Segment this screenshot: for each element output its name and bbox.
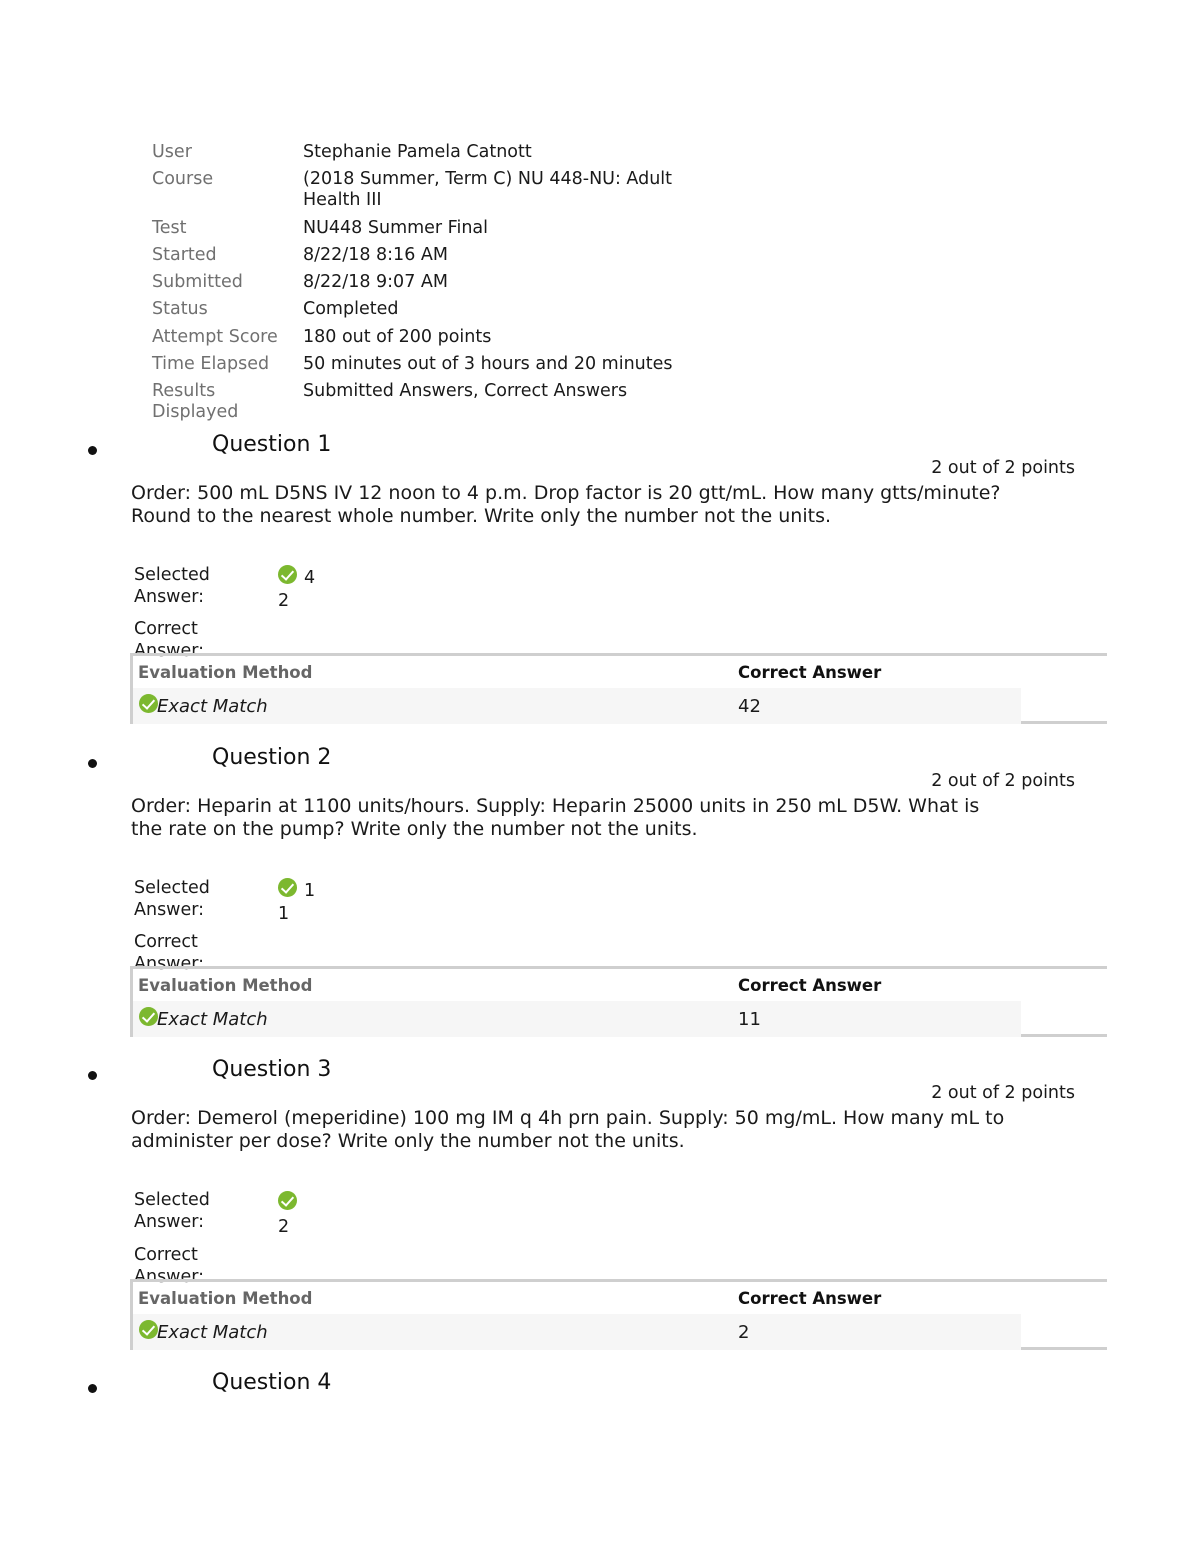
question-points: 2 out of 2 points (931, 771, 1075, 791)
evaluation-method-cell: Exact Match (157, 696, 268, 717)
question-block (0, 1370, 1200, 1430)
evaluation-method-header: Evaluation Method (138, 663, 313, 682)
attempt-value: Completed (303, 299, 399, 320)
attempt-label: Submitted (152, 272, 243, 293)
attempt-row-time-elapsed (152, 354, 712, 375)
correct-answer-header: Correct Answer (738, 1289, 882, 1308)
question-title: Question 3 (212, 1057, 332, 1082)
table-row (133, 688, 1021, 724)
attempt-label: Time Elapsed (152, 354, 270, 375)
correct-answer-label: Correct Answer: (134, 932, 205, 974)
attempt-row-results-displayed (152, 381, 712, 423)
evaluation-method-header: Evaluation Method (138, 976, 313, 995)
bullet (88, 446, 97, 455)
selected-answer-value: 1 (304, 881, 316, 901)
correct-answer-value: 1 (278, 904, 290, 924)
correct-answer-header: Correct Answer (738, 976, 882, 995)
question-text: Order: Heparin at 1100 units/hours. Supply: Heparin 25000 units in 250 mL D5W. What is the rate on the pump? Write only the number not the units. (131, 795, 980, 840)
attempt-label: Test (152, 217, 187, 238)
check-icon (139, 1320, 158, 1339)
attempt-row-user (152, 142, 712, 163)
correct-answer-cell: 42 (738, 696, 761, 717)
bullet (88, 759, 97, 768)
attempt-label: Status (152, 299, 208, 320)
attempt-label: Course (152, 169, 214, 190)
attempt-value: Submitted Answers, Correct Answers (303, 381, 628, 402)
attempt-label: Results Displayed (152, 381, 239, 423)
check-icon (139, 1007, 158, 1026)
attempt-value: (2018 Summer, Term C) NU 448-NU: Adult Health III (303, 169, 673, 211)
attempt-row-course (152, 169, 712, 211)
check-icon (278, 1191, 297, 1210)
attempt-value: Stephanie Pamela Catnott (303, 142, 532, 162)
attempt-value: 8/22/18 8:16 AM (303, 244, 448, 265)
selected-answer-value: 4 (304, 568, 316, 588)
question-points: 2 out of 2 points (931, 458, 1075, 478)
attempt-value: 180 out of 200 points (303, 326, 492, 347)
question-block (0, 745, 1200, 1057)
correct-answer-cell: 11 (738, 1009, 761, 1030)
attempt-label: Started (152, 244, 217, 265)
correct-answer-header: Correct Answer (738, 663, 882, 682)
question-block (0, 1057, 1200, 1369)
table-row (133, 1314, 1021, 1350)
bullet (88, 1071, 97, 1080)
question-title: Question 2 (212, 745, 332, 770)
evaluation-table (130, 653, 1107, 724)
evaluation-method-cell: Exact Match (157, 1009, 268, 1030)
attempt-row-score (152, 327, 712, 348)
attempt-row-started (152, 245, 712, 266)
attempt-value: NU448 Summer Final (303, 217, 489, 238)
selected-answer-label: Selected Answer: (134, 878, 210, 920)
attempt-row-status (152, 299, 712, 320)
evaluation-table (130, 966, 1107, 1037)
check-icon (278, 878, 297, 897)
question-title: Question 4 (212, 1370, 332, 1395)
attempt-label: User (152, 142, 192, 162)
question-text: Order: 500 mL D5NS IV 12 noon to 4 p.m. Drop factor is 20 gtt/mL. How many gtts/minute? Round to the nearest whole number. Write only the number not the units. (131, 482, 1001, 527)
check-icon (278, 565, 297, 584)
attempt-row-test (152, 218, 712, 239)
correct-answer-value: 2 (278, 591, 290, 611)
evaluation-method-header: Evaluation Method (138, 1289, 313, 1308)
question-title: Question 1 (212, 432, 332, 457)
correct-answer-value: 2 (278, 1217, 290, 1237)
attempt-row-submitted (152, 272, 712, 293)
selected-answer-label: Selected Answer: (134, 1190, 210, 1232)
attempt-summary (152, 142, 712, 430)
check-icon (139, 694, 158, 713)
evaluation-method-cell: Exact Match (157, 1322, 268, 1343)
attempt-value: 8/22/18 9:07 AM (303, 272, 448, 293)
evaluation-table (130, 1279, 1107, 1350)
attempt-label: Attempt Score (152, 326, 278, 347)
question-block (0, 432, 1200, 744)
question-points: 2 out of 2 points (931, 1083, 1075, 1103)
bullet (88, 1384, 97, 1393)
correct-answer-cell: 2 (738, 1322, 750, 1343)
attempt-value: 50 minutes out of 3 hours and 20 minutes (303, 354, 673, 375)
correct-answer-label: Correct Answer: (134, 619, 205, 661)
correct-answer-label: Correct Answer: (134, 1245, 205, 1287)
selected-answer-label: Selected Answer: (134, 565, 210, 607)
question-text: Order: Demerol (meperidine) 100 mg IM q 4h prn pain. Supply: 50 mg/mL. How many mL to administer per dose? Write only the number not the units. (131, 1107, 1005, 1152)
table-row (133, 1001, 1021, 1037)
